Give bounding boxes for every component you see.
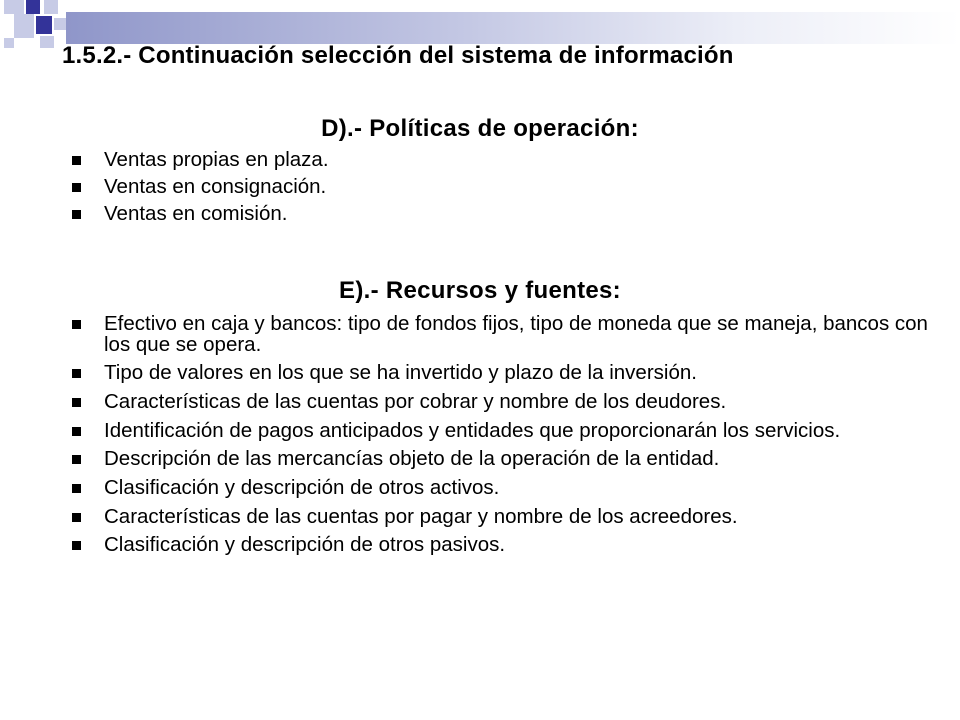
list-item (0, 362, 934, 383)
decor-square (4, 38, 14, 48)
decor-square (4, 0, 24, 14)
decor-square (26, 0, 40, 14)
list-item-text: Clasificación y descripción de otros pasivos. (104, 533, 506, 556)
list-item-text: Efectivo en caja y bancos: tipo de fondos fijos, tipo de moneda que se maneja, bancos con los que se opera. (104, 312, 928, 356)
decor-square (40, 36, 54, 48)
decor-square (54, 18, 66, 30)
list-item-text: Identificación de pagos anticipados y entidades que proporcionarán los servicios. (104, 419, 841, 442)
bullet-square-icon (72, 210, 81, 219)
bullet-list-politicas (0, 149, 934, 224)
decor-square (44, 0, 58, 14)
bullet-square-icon (72, 156, 81, 165)
list-item (0, 149, 934, 170)
section-heading-politicas: D).- Políticas de operación: (321, 115, 639, 142)
list-item-text: Descripción de las mercancías objeto de la operación de la entidad. (104, 447, 720, 470)
bullet-square-icon (72, 183, 81, 192)
list-item-text: Características de las cuentas por pagar y nombre de los acreedores. (104, 505, 738, 528)
slide-title: 1.5.2.- Continuación selección del sistema de información (62, 42, 734, 69)
list-item (0, 313, 934, 355)
bullet-square-icon (72, 369, 81, 378)
section-heading-recursos: E).- Recursos y fuentes: (339, 277, 621, 304)
list-item-text: Ventas propias en plaza. (104, 148, 329, 171)
bullet-list-recursos (0, 313, 934, 555)
list-item (0, 391, 934, 412)
decor-square (36, 16, 52, 34)
corner-decoration (0, 0, 70, 60)
list-item (0, 534, 934, 555)
list-item-text: Ventas en consignación. (104, 175, 327, 198)
bullet-square-icon (72, 427, 81, 436)
bullet-square-icon (72, 398, 81, 407)
bullet-square-icon (72, 484, 81, 493)
list-item (0, 203, 934, 224)
list-item (0, 420, 934, 441)
bullet-square-icon (72, 455, 81, 464)
list-item-text: Características de las cuentas por cobrar y nombre de los deudores. (104, 390, 727, 413)
list-item-text: Clasificación y descripción de otros activos. (104, 476, 500, 499)
title-gradient-bar (66, 12, 960, 44)
list-item-text: Tipo de valores en los que se ha invertido y plazo de la inversión. (104, 361, 697, 384)
list-item (0, 506, 934, 527)
bullet-square-icon (72, 513, 81, 522)
list-item (0, 176, 934, 197)
bullet-square-icon (72, 320, 81, 329)
list-item-text: Ventas en comisión. (104, 202, 288, 225)
list-item (0, 477, 934, 498)
decor-square (14, 14, 34, 38)
bullet-square-icon (72, 541, 81, 550)
list-item (0, 448, 934, 469)
